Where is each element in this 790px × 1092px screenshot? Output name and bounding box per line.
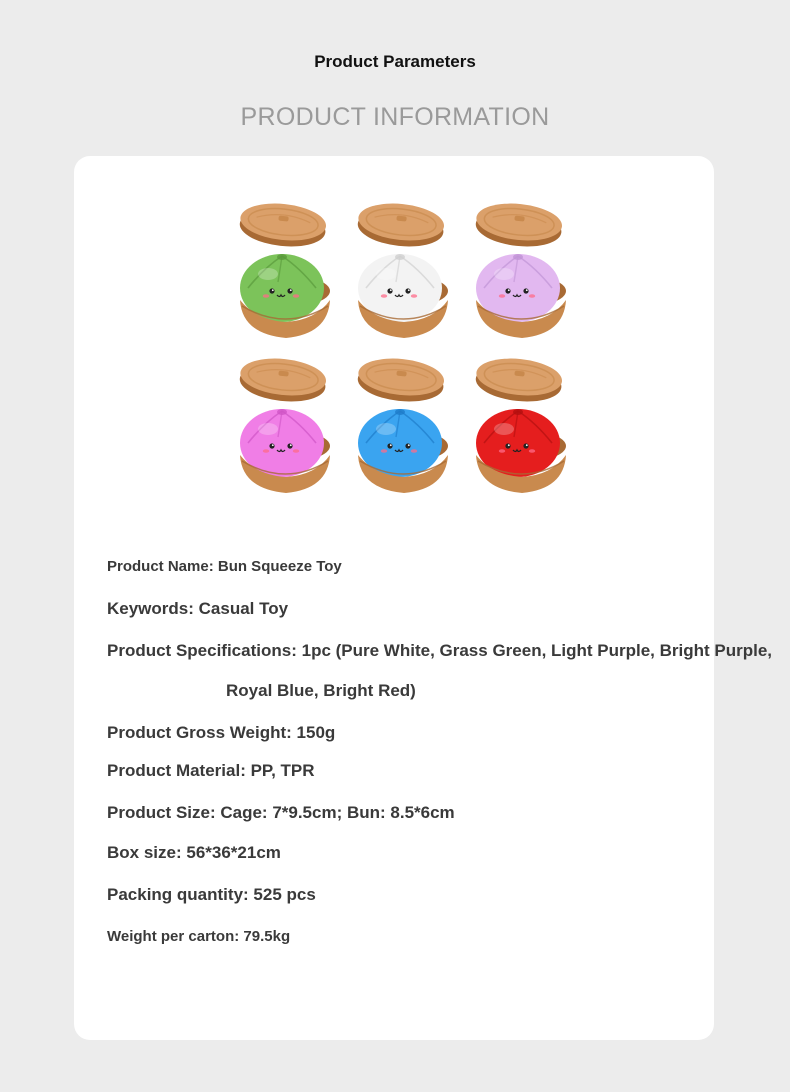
spec-value: PP, TPR: [250, 761, 315, 780]
spec-packing-quantity: [107, 885, 316, 905]
spec-label: Product Size:: [107, 803, 216, 822]
spec-specifications: [107, 641, 772, 661]
spec-product-name: [107, 558, 342, 575]
steamer-lid: [474, 355, 564, 406]
spec-label: Packing quantity:: [107, 885, 249, 904]
product-info-card: [74, 156, 773, 1040]
spec-label: Product Name:: [107, 558, 214, 575]
spec-label: Box size:: [107, 843, 182, 862]
section-subtitle: PRODUCT INFORMATION: [240, 103, 550, 131]
section-title: Product Parameters: [314, 52, 476, 71]
steamer-lid: [356, 200, 446, 251]
steamer-lid: [238, 200, 328, 251]
spec-size: [107, 803, 455, 823]
spec-material: [107, 761, 315, 781]
bun-toy-bright-purple: [224, 351, 342, 506]
spec-gross-weight: [107, 723, 335, 743]
bun-toy-light-purple: [460, 196, 578, 351]
spec-value: 79.5kg: [243, 928, 291, 945]
spec-label: Weight per carton:: [107, 928, 240, 945]
steamer-lid: [238, 355, 328, 406]
spec-label: Product Material:: [107, 761, 246, 780]
spec-keywords: [107, 599, 288, 619]
spec-value: 525 pcs: [253, 885, 316, 904]
spec-value: Cage: 7*9.5cm; Bun: 8.5*6cm: [220, 803, 455, 822]
spec-specifications-continued: Royal Blue, Bright Red): [226, 681, 416, 700]
steamer-lid: [474, 200, 564, 251]
spec-value: 150g: [296, 723, 336, 742]
bun-toy-bright-red: [460, 351, 578, 506]
steamer-lid: [356, 355, 446, 406]
bun-toy-pure-white: [342, 196, 460, 351]
product-image: [224, 196, 574, 506]
bun-toy-royal-blue: [342, 351, 460, 506]
spec-label: Product Specifications:: [107, 641, 297, 660]
spec-box-size: [107, 843, 281, 863]
spec-value: Bun Squeeze Toy: [217, 558, 342, 575]
spec-carton-weight: [107, 928, 290, 945]
spec-label: Keywords:: [107, 599, 194, 618]
spec-label: Product Gross Weight:: [107, 723, 292, 742]
bun-toy-grass-green: [224, 196, 342, 351]
spec-value: 56*36*21cm: [186, 843, 281, 862]
spec-value: 1pc (Pure White, Grass Green, Light Purple, Bright Purple,: [301, 641, 773, 660]
spec-value: Casual Toy: [198, 599, 289, 618]
